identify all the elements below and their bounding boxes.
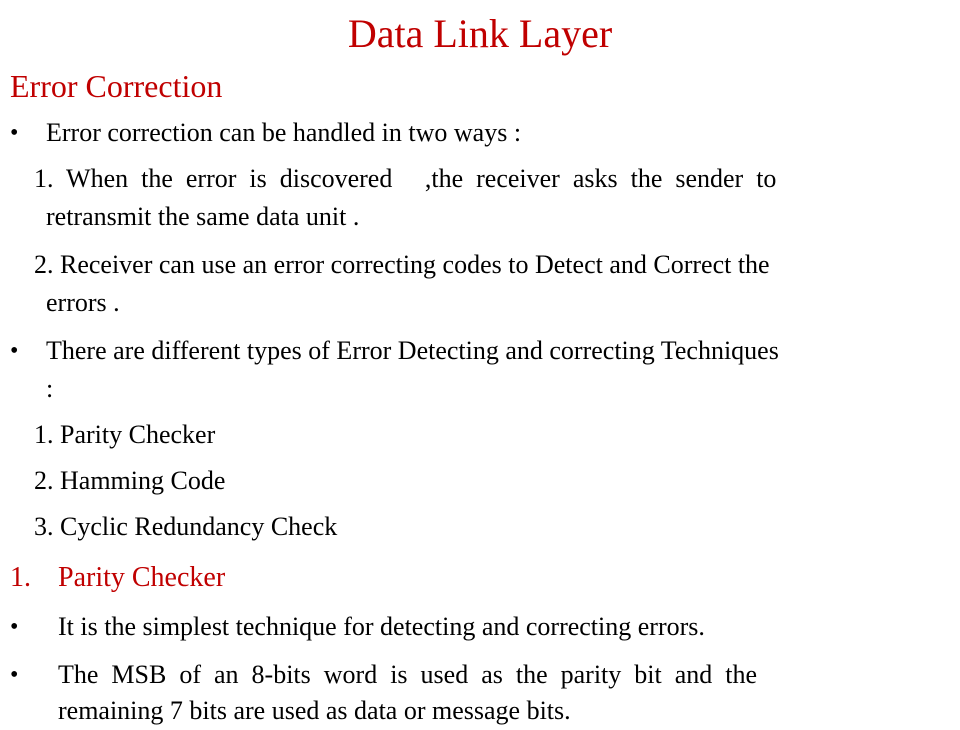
bullet-marker: • (10, 614, 19, 640)
bullet-marker: • (10, 338, 19, 364)
bullet-text-techniques-line-2: : (46, 374, 54, 403)
section-number: 1. (10, 562, 31, 593)
bullet-text-two-ways: Error correction can be handled in two ways : (46, 118, 522, 147)
item-1-line-2: retransmit the same data unit . (46, 202, 360, 231)
bullet-text-msb-line-2: remaining 7 bits are used as data or message bits. (58, 696, 571, 725)
item-1-line-1: 1. When the error is discovered ,the receiver asks the sender to (34, 164, 777, 193)
bullet-marker: • (10, 120, 19, 146)
item-2-line-2: errors . (46, 288, 120, 317)
bullet-text-simplest: It is the simplest technique for detecting and correcting errors. (58, 612, 705, 641)
slide-title: Data Link Layer (347, 11, 613, 56)
bullet-text-techniques-line-1: There are different types of Error Detecting and correcting Techniques (46, 336, 779, 365)
bullet-text-msb-line-1: The MSB of an 8-bits word is used as the parity bit and the (58, 660, 758, 689)
bullet-marker: • (10, 662, 19, 688)
technique-item: 3. Cyclic Redundancy Check (34, 512, 338, 541)
technique-item: 2. Hamming Code (34, 466, 226, 495)
item-2-line-1: 2. Receiver can use an error correcting codes to Detect and Correct the (34, 250, 770, 279)
technique-item: 1. Parity Checker (34, 420, 216, 449)
section-heading-parity-checker: Parity Checker (58, 562, 226, 593)
section-heading-error-correction: Error Correction (10, 68, 223, 104)
